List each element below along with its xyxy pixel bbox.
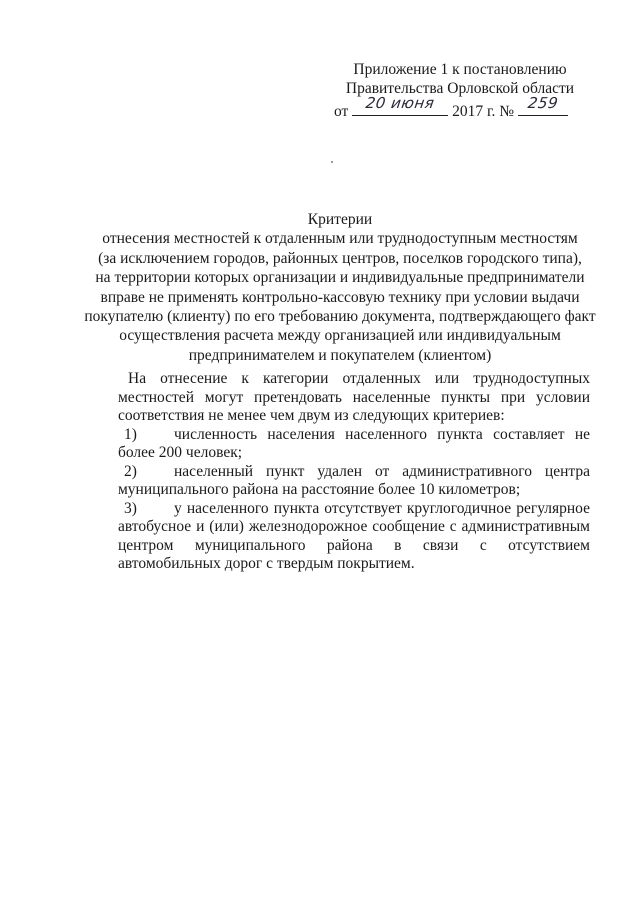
resolution-number-handwritten: 259 (526, 94, 560, 112)
title-line: предпринимателем и покупателем (клиентом) (188, 346, 492, 364)
date-year: 2017 г. № (452, 103, 515, 120)
intro-paragraph: На отнесение к категории отдаленных или труднодоступных местностей могут претендовать населенные пункты при условии соответствия не менее чем двум из следующих критериев: (118, 370, 590, 424)
title-heading: Критерии (307, 211, 373, 228)
title-line: на территории которых организации и индивидуальные предприниматели (95, 269, 585, 287)
title-line: вправе не применять контрольно-кассовую технику при условии выдачи (100, 288, 580, 306)
criterion-item (118, 500, 590, 574)
criterion-number: 2) (124, 462, 137, 480)
title-line: (за исключением городов, районных центров, поселков городского типа), (98, 249, 582, 267)
criterion-item (118, 463, 590, 500)
date-day-handwritten: 20 июня (364, 94, 436, 112)
criterion-number: 1) (124, 425, 137, 443)
criterion-text: численность населения населенного пункта составляет не более 200 человек; (118, 425, 590, 461)
title-line: покупателю (клиенту) по его требованию документа, подтверждающего факт (84, 308, 596, 326)
appendix-header (330, 60, 590, 121)
criterion-text: у населенного пункта отсутствует круглогодичное регулярное автобусное и (или) железнодорожное сообщение с административным центром муниципального района в связи с отсутствием автомобильных дорог с твердым покрытием. (118, 499, 590, 572)
appendix-line-2: Правительства Орловской области (345, 80, 575, 97)
criterion-number: 3) (124, 499, 137, 517)
appendix-line-1: Приложение 1 к постановлению (353, 61, 567, 78)
resolution-number-field (518, 94, 568, 116)
date-prefix: от (334, 103, 349, 120)
document-title (80, 210, 600, 365)
date-day-field (352, 94, 448, 116)
title-line: осуществления расчета между организацией или индивидуальным (119, 327, 561, 345)
resolution-date-line (334, 94, 590, 121)
document-body (118, 370, 590, 574)
criterion-item (118, 426, 590, 463)
stray-dot (331, 161, 333, 163)
title-line: отнесения местностей к отдаленным или труднодоступным местностям (102, 230, 578, 248)
criterion-text: населенный пункт удален от административного центра муниципального района на расстояние более 10 километров; (118, 462, 590, 498)
